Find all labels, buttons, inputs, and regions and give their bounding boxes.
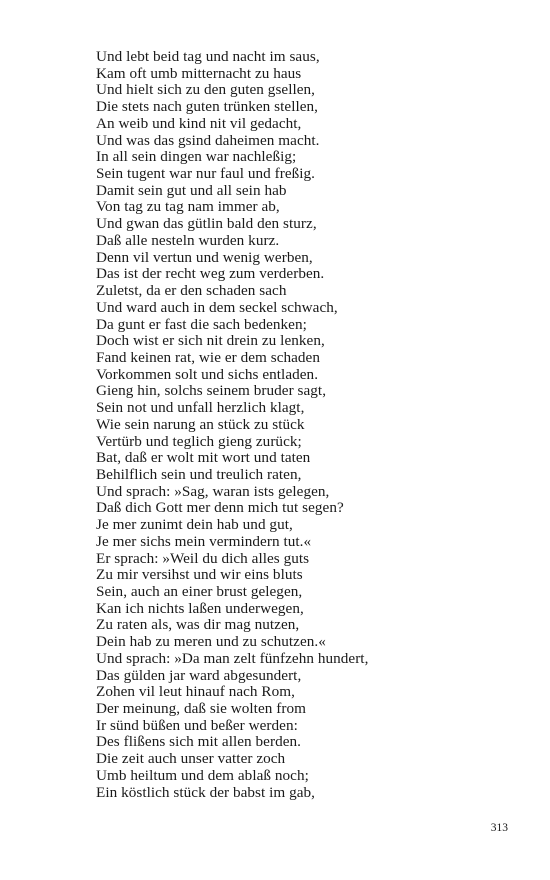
verse-line: Denn vil vertun und wenig werben,	[96, 248, 313, 266]
verse-line: Das ist der recht weg zum verderben.	[96, 265, 325, 283]
verse-line: Von tag zu tag nam immer ab,	[96, 198, 280, 216]
verse-line: In all sein dingen war nachleßig;	[96, 148, 297, 166]
verse-line: Und sprach: »Da man zelt fünfzehn hundert,	[96, 649, 369, 667]
verse-line: Ir sünd büßen und beßer werden:	[96, 716, 298, 734]
verse-line: Doch wist er sich nit drein zu lenken,	[96, 332, 325, 350]
verse-line: Der meinung, daß sie wolten from	[96, 700, 306, 718]
verse-line: Und lebt beid tag und nacht im saus,	[96, 48, 320, 65]
page-number: 313	[490, 822, 508, 834]
verse-line: Er sprach: »Weil du dich alles guts	[96, 549, 310, 567]
verse-line: Fand keinen rat, wie er dem schaden	[96, 348, 320, 366]
verse-line: Zu mir versihst und wir eins bluts	[96, 566, 303, 584]
verse-line: Sein tugent war nur faul und freßig.	[96, 165, 316, 183]
verse-line: Und was das gsind daheimen macht.	[96, 131, 320, 149]
verse-line: Des flißens sich mit allen berden.	[96, 733, 301, 751]
verse-line: Vorkommen solt und sichs entladen.	[96, 365, 319, 383]
verse-line: Dein hab zu meren und zu schutzen.«	[96, 633, 326, 651]
verse-line: Daß dich Gott mer denn mich tut segen?	[96, 499, 344, 517]
verse-line: Sein not und unfall herzlich klagt,	[96, 399, 305, 417]
verse-line: Die zeit auch unser vatter zoch	[96, 750, 286, 768]
verse-line: Umb heiltum und dem ablaß noch;	[96, 766, 309, 784]
verse-line: An weib und kind nit vil gedacht,	[96, 114, 302, 132]
verse-line: Und gwan das gütlin bald den sturz,	[96, 215, 317, 233]
verse-line: Und ward auch in dem seckel schwach,	[96, 298, 338, 316]
verse-line: Wie sein narung an stück zu stück	[96, 415, 305, 433]
verse-line: Zuletst, da er den schaden sach	[96, 282, 287, 300]
verse-line: Damit sein gut und all sein hab	[96, 181, 287, 199]
verse-line: Zohen vil leut hinauf nach Rom,	[96, 683, 295, 701]
verse-line: Sein, auch an einer brust gelegen,	[96, 583, 303, 600]
verse-line: Das gülden jar ward abgesundert,	[96, 666, 302, 684]
verse-line: Die stets nach guten trünken stellen,	[96, 98, 319, 116]
verse-line: Und sprach: »Sag, waran ists gelegen,	[96, 482, 330, 500]
verse-block	[96, 49, 368, 801]
verse-line: Gieng hin, solchs seinem bruder sagt,	[96, 382, 327, 400]
verse-line: Ein köstlich stück der babst im gab,	[96, 783, 316, 801]
verse-line: Da gunt er fast die sach bedenken;	[96, 315, 307, 333]
verse-line: Kan ich nichts laßen underwegen,	[96, 599, 304, 617]
verse-line: Vertürb und teglich gieng zurück;	[96, 432, 302, 450]
verse-line: Je mer zunimt dein hab und gut,	[96, 516, 293, 534]
verse-line: Je mer sichs mein vermindern tut.«	[96, 532, 312, 550]
verse-line: Bat, daß er wolt mit wort und taten	[96, 449, 311, 467]
verse-line: Zu raten als, was dir mag nutzen,	[96, 616, 300, 634]
verse-line: Behilflich sein und treulich raten,	[96, 465, 302, 483]
verse-line: Und hielt sich zu den guten gsellen,	[96, 81, 316, 99]
verse-line: Daß alle nesteln wurden kurz.	[96, 231, 280, 249]
verse-line: Kam oft umb mitternacht zu haus	[96, 64, 302, 82]
